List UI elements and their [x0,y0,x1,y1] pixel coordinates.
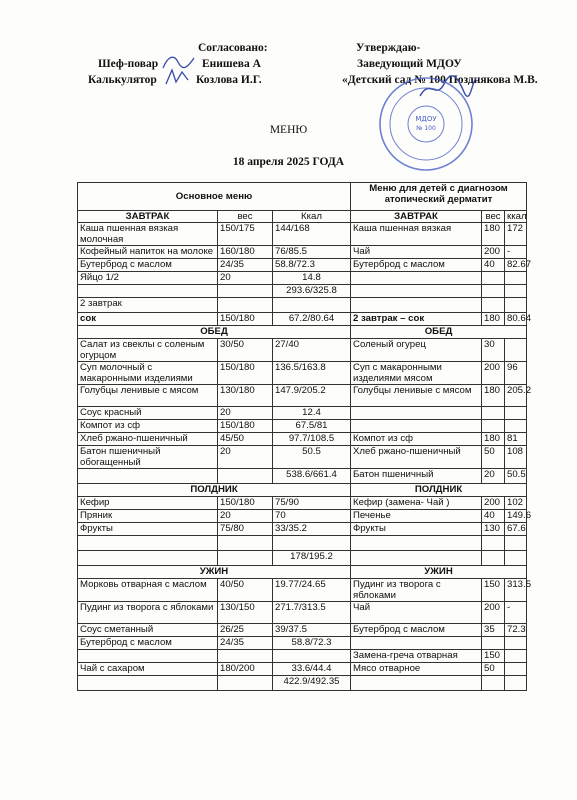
table-row [78,246,527,259]
page-title: МЕНЮ [269,124,308,136]
diet-portion-weight: 200 [482,497,505,510]
calories: 271.7/313.5 [273,602,351,624]
section-row-dinner [78,566,527,579]
diet-portion-weight [482,298,505,313]
calories: 144/168 [273,223,351,246]
section-title-breakfast-diet: ЗАВТРАК [351,211,482,223]
calculator-name: Козлова И.Г. [196,74,262,86]
portion-weight: 45/50 [218,433,273,446]
diet-dish-name [351,637,482,650]
diet-calories [505,407,527,420]
dish-name: Каша пшенная вязкая молочная [78,223,218,246]
section-title-snack-diet: ПОЛДНИК [351,484,527,497]
calories: 19.77/24.65 [273,579,351,602]
table-row [78,650,527,663]
calories: 58.8/72.3 [273,637,351,650]
table-row [78,272,527,285]
calories: 97.7/108.5 [273,433,351,446]
calories: 293.6/325.8 [273,285,351,298]
diet-calories [505,285,527,298]
diet-calories: 72.3 [505,624,527,637]
section-row-lunch [78,326,527,339]
portion-weight [218,551,273,566]
table-row [78,313,527,326]
diet-portion-weight [482,536,505,551]
diet-calories: 80.64 [505,313,527,326]
diet-portion-weight: 35 [482,624,505,637]
diet-dish-name [351,536,482,551]
diet-calories [505,676,527,691]
diet-calories [505,551,527,566]
portion-weight: 150/180 [218,420,273,433]
calculator-signature [160,66,198,88]
portion-weight [218,298,273,313]
calories: 422.9/492.35 [273,676,351,691]
diet-calories [505,298,527,313]
diet-portion-weight [482,420,505,433]
table-row [78,339,527,362]
calories [273,298,351,313]
portion-weight: 150/180 [218,362,273,385]
portion-weight: 26/25 [218,624,273,637]
diet-dish-name: Чай [351,246,482,259]
portion-weight: 130/180 [218,385,273,407]
calories: 12.4 [273,407,351,420]
calories [273,536,351,551]
diet-dish-name: Каша пшенная вязкая [351,223,482,246]
calories: 14.8 [273,272,351,285]
table-row [78,223,527,246]
diet-portion-weight [482,407,505,420]
dish-name [78,551,218,566]
diet-portion-weight: 40 [482,510,505,523]
diet-portion-weight: 150 [482,579,505,602]
diet-calories: 81 [505,433,527,446]
portion-weight: 75/80 [218,523,273,536]
portion-weight: 24/35 [218,259,273,272]
diet-col-ves-header: вес [482,211,505,223]
section-row-breakfast [78,211,527,223]
diet-dish-name: Хлеб ржано-пшеничный [351,446,482,469]
table-row [78,446,527,469]
dish-name: Хлеб ржано-пшеничный [78,433,218,446]
svg-text:№ 100: № 100 [416,125,436,132]
dish-name: Батон пшеничный обогащенный [78,446,218,469]
table-row [78,362,527,385]
diet-calories: 102 [505,497,527,510]
calories: 136.5/163.8 [273,362,351,385]
diet-calories [505,272,527,285]
diet-calories: 313.5 [505,579,527,602]
calories: 538.6/661.4 [273,469,351,484]
dish-name: Салат из свеклы с соленым огурцом [78,339,218,362]
portion-weight [218,285,273,298]
dish-name: Пряник [78,510,218,523]
table-row [78,259,527,272]
diet-dish-name: Пудинг из творога с яблоками [351,579,482,602]
diet-dish-name: Компот из сф [351,433,482,446]
diet-portion-weight: 180 [482,385,505,407]
diet-portion-weight [482,551,505,566]
diet-portion-weight: 20 [482,469,505,484]
dish-name: Кофейный напиток на молоке [78,246,218,259]
dish-name: Компот из сф [78,420,218,433]
table-row [78,536,527,551]
dish-name: Морковь отварная с маслом [78,579,218,602]
diet-calories [505,663,527,676]
diet-dish-name: Голубцы ленивые с мясом [351,385,482,407]
diet-dish-name: Фрукты [351,523,482,536]
portion-weight [218,676,273,691]
dish-name: Пудинг из творога с яблоками [78,602,218,624]
diet-dish-name [351,676,482,691]
diet-portion-weight: 30 [482,339,505,362]
section-row-snack [78,484,527,497]
portion-weight: 40/50 [218,579,273,602]
table-row [78,602,527,624]
calories: 76/85.5 [273,246,351,259]
dish-name [78,676,218,691]
dish-name: сок [78,313,218,326]
section-title-dinner: УЖИН [78,566,351,579]
section-title-lunch: ОБЕД [78,326,351,339]
table-row [78,385,527,407]
diet-dish-name [351,298,482,313]
diet-calories [505,650,527,663]
calories: 58.8/72.3 [273,259,351,272]
table-row [78,285,527,298]
portion-weight: 150/180 [218,497,273,510]
diet-portion-weight: 180 [482,433,505,446]
dish-name: Соус сметанный [78,624,218,637]
diet-dish-name [351,551,482,566]
menu-date: 18 апреля 2025 ГОДА [232,156,345,168]
diet-calories: 50.5 [505,469,527,484]
org-name: «Детский сад № 100 Позднякова М.В. [342,74,538,86]
diet-portion-weight: 200 [482,246,505,259]
calories: 67.2/80.64 [273,313,351,326]
calories: 27/40 [273,339,351,362]
dish-name: 2 завтрак [78,298,218,313]
diet-menu-header-line2: атопический дерматит [384,194,493,205]
table-row [78,469,527,484]
portion-weight [218,536,273,551]
svg-text:МДОУ: МДОУ [415,115,437,123]
menu-table [77,182,532,691]
diet-dish-name: Батон пшеничный [351,469,482,484]
diet-menu-header-line1: Меню для детей с диагнозом [369,183,508,194]
diet-menu-header [351,183,527,211]
head-label: Заведующий МДОУ [357,58,462,70]
diet-calories: 82.67 [505,259,527,272]
table-row [78,497,527,510]
dish-name: Соус красный [78,407,218,420]
table-row [78,433,527,446]
diet-portion-weight: 130 [482,523,505,536]
diet-calories [505,637,527,650]
diet-dish-name: Суп с макаронными изделиями мясом [351,362,482,385]
table-row [78,676,527,691]
section-title-dinner-diet: УЖИН [351,566,527,579]
diet-dish-name: Замена-греча отварная [351,650,482,663]
dish-name: Голубцы ленивые с мясом [78,385,218,407]
dish-name: Чай с сахаром [78,663,218,676]
dish-name: Яйцо 1/2 [78,272,218,285]
diet-portion-weight: 180 [482,223,505,246]
chef-name: Енишева А [202,58,261,70]
diet-portion-weight: 200 [482,362,505,385]
calories: 33.6/44.4 [273,663,351,676]
diet-portion-weight: 150 [482,650,505,663]
table-row [78,298,527,313]
diet-calories: 67.6 [505,523,527,536]
diet-dish-name: Соленый огурец [351,339,482,362]
table-row [78,579,527,602]
diet-portion-weight [482,637,505,650]
diet-calories: - [505,246,527,259]
diet-calories [505,339,527,362]
dish-name: Суп молочный с макаронными изделиями [78,362,218,385]
dish-name [78,650,218,663]
portion-weight: 150/175 [218,223,273,246]
diet-portion-weight: 40 [482,259,505,272]
diet-calories: 205.2 [505,385,527,407]
diet-calories: - [505,602,527,624]
diet-dish-name [351,420,482,433]
diet-dish-name: Мясо отварное [351,663,482,676]
calories: 178/195.2 [273,551,351,566]
section-title-breakfast: ЗАВТРАК [78,211,218,223]
diet-col-kcal-header: ккал [505,211,527,223]
calories: 75/90 [273,497,351,510]
calories: 70 [273,510,351,523]
diet-dish-name: Бутерброд с маслом [351,259,482,272]
table-row [78,510,527,523]
main-menu-header: Основное меню [78,183,351,211]
portion-weight: 150/180 [218,313,273,326]
portion-weight: 160/180 [218,246,273,259]
diet-portion-weight: 50 [482,446,505,469]
diet-calories: 172 [505,223,527,246]
portion-weight: 24/35 [218,637,273,650]
col-ves-header: вес [218,211,273,223]
diet-dish-name [351,407,482,420]
diet-portion-weight [482,676,505,691]
table-row [78,407,527,420]
portion-weight: 20 [218,272,273,285]
col-kcal-header: Ккал [273,211,351,223]
diet-calories: 108 [505,446,527,469]
diet-dish-name: Чай [351,602,482,624]
diet-portion-weight [482,272,505,285]
section-title-snack: ПОЛДНИК [78,484,351,497]
table-row [78,624,527,637]
calculator-label: Калькулятор [88,74,157,86]
portion-weight: 180/200 [218,663,273,676]
diet-portion-weight: 180 [482,313,505,326]
diet-dish-name: 2 завтрак – сок [351,313,482,326]
diet-dish-name: Бутерброд с маслом [351,624,482,637]
approved-label: Согласовано: [198,42,268,54]
diet-portion-weight: 200 [482,602,505,624]
approve-label: Утверждаю- [356,42,421,54]
dish-name: Бутерброд с маслом [78,637,218,650]
calories [273,650,351,663]
table-row [78,523,527,536]
diet-dish-name [351,285,482,298]
calories: 50.5 [273,446,351,469]
section-title-lunch-diet: ОБЕД [351,326,527,339]
diet-dish-name [351,272,482,285]
dish-name [78,469,218,484]
portion-weight: 20 [218,446,273,469]
portion-weight: 20 [218,510,273,523]
diet-dish-name: Кефир (замена- Чай ) [351,497,482,510]
diet-portion-weight [482,285,505,298]
dish-name [78,536,218,551]
table-row [78,420,527,433]
calories: 67.5/81 [273,420,351,433]
table-row [78,663,527,676]
calories: 147.9/205.2 [273,385,351,407]
portion-weight: 130/150 [218,602,273,624]
table-row [78,637,527,650]
diet-dish-name: Печенье [351,510,482,523]
portion-weight [218,650,273,663]
portion-weight: 20 [218,407,273,420]
diet-calories [505,420,527,433]
dish-name: Кефир [78,497,218,510]
dish-name [78,285,218,298]
dish-name: Бутерброд с маслом [78,259,218,272]
diet-calories: 96 [505,362,527,385]
table-row [78,551,527,566]
calories: 33/35.2 [273,523,351,536]
diet-portion-weight: 50 [482,663,505,676]
dish-name: Фрукты [78,523,218,536]
calories: 39/37.5 [273,624,351,637]
portion-weight [218,469,273,484]
chef-label: Шеф-повар [98,58,159,70]
portion-weight: 30/50 [218,339,273,362]
diet-calories [505,536,527,551]
diet-calories: 149.6 [505,510,527,523]
